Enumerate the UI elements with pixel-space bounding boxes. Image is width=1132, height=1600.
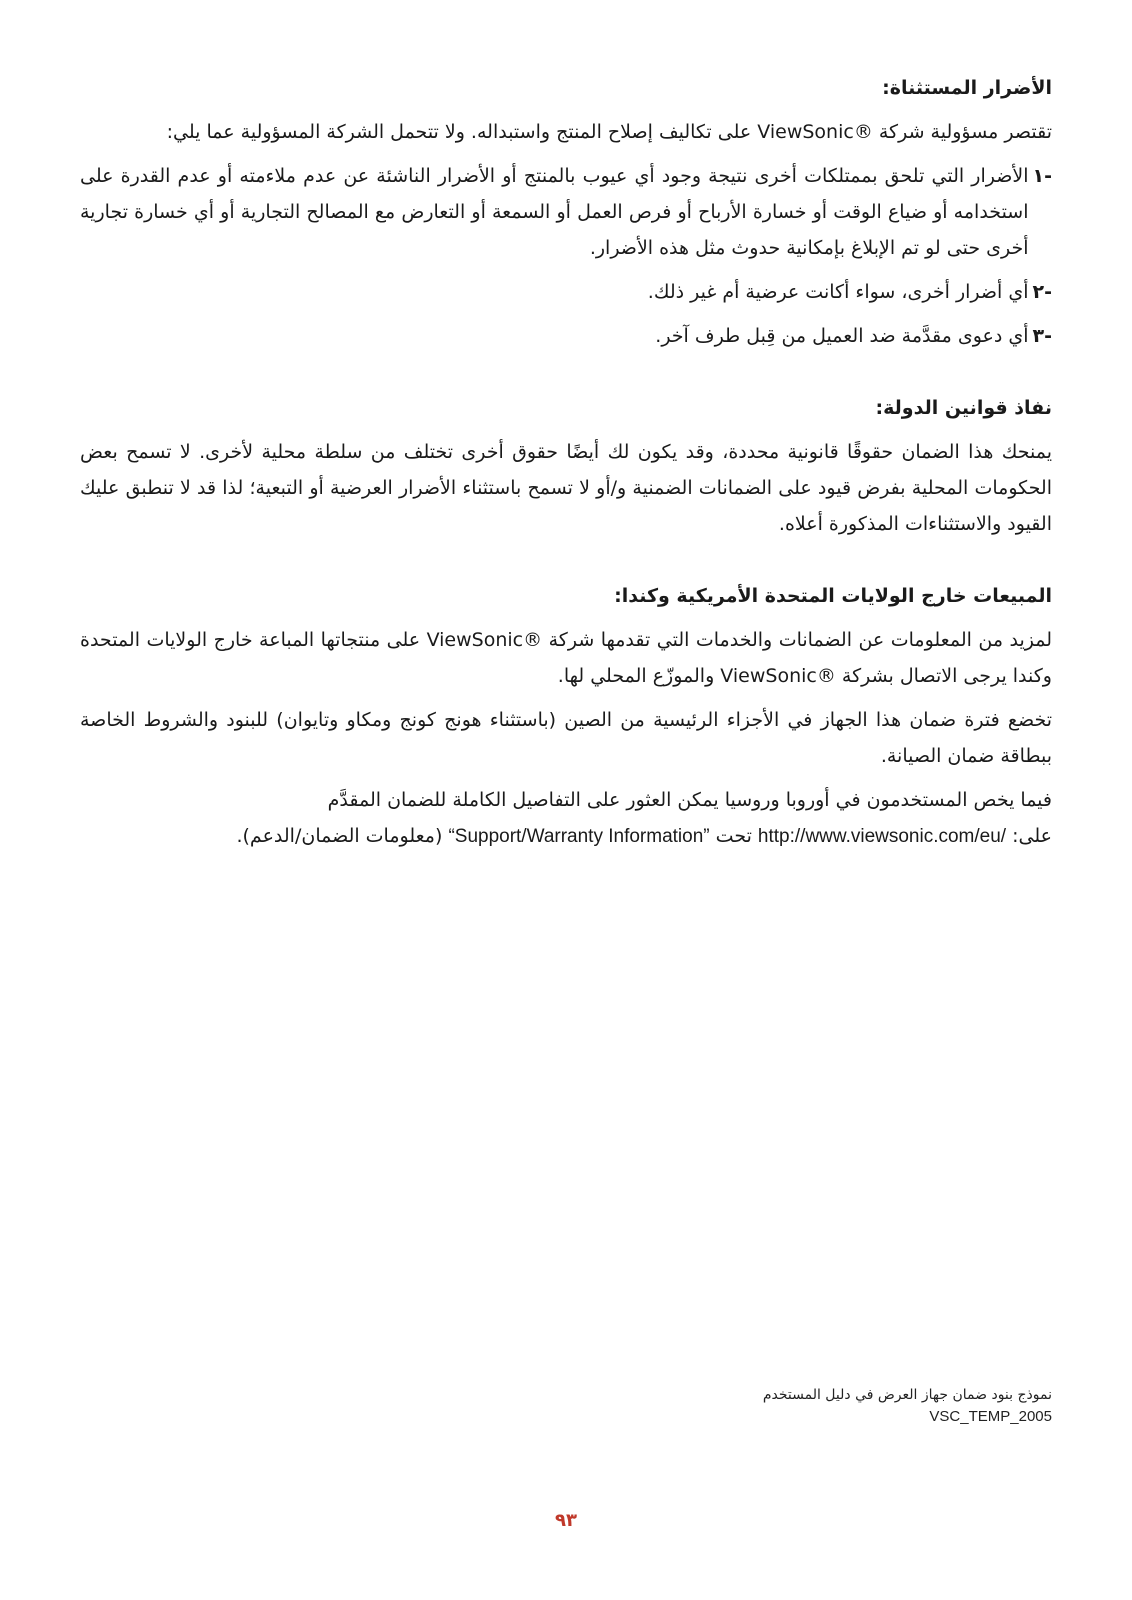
page-number: ٩٣ (555, 1510, 577, 1531)
europe-line: فيما يخص المستخدمون في أوروبا وروسيا يمكن العثور على التفاصيل الكاملة للضمان المقدَّم (327, 789, 1052, 811)
outside-us-paragraph-2: تخضع فترة ضمان هذا الجهاز في الأجزاء الرئيسية من الصين (باستثناء هونج كونج ومكاو وتايوان) للبنود والشروط الخاصة ببطاقة ضمان الصيانة. (80, 709, 1052, 767)
list-item-text: أي دعوى مقدَّمة ضد العميل من قِبل طرف آخر. (655, 325, 1029, 347)
support-section-name: “Support/Warranty Information” (448, 826, 710, 847)
outside-us-paragraph-3 (80, 782, 1052, 855)
excluded-damages-intro: تقتصر مسؤولية شركة ®ViewSonic على تكاليف إصلاح المنتج واستبداله. ولا تتحمل الشركة المسؤولية عما يلي: (166, 121, 1052, 143)
list-item-number: -١ (1032, 165, 1052, 187)
list-item-text: أي أضرار أخرى، سواء أكانت عرضية أم غير ذلك. (647, 281, 1029, 303)
on-label: على: (1012, 825, 1052, 847)
document-footer (763, 1384, 1052, 1428)
excluded-damages-heading: الأضرار المستثناة: (882, 77, 1052, 99)
eu-warranty-link[interactable]: http://www.viewsonic.com/eu/ (757, 826, 1007, 847)
footer-title: نموذج بنود ضمان جهاز العرض في دليل المستخدم (762, 1387, 1052, 1403)
outside-us-paragraph-1: لمزيد من المعلومات عن الضمانات والخدمات التي تقدمها شركة ®ViewSonic على منتجاتها المباعة خارج الولايات المتحدة وكندا يرجى الاتصال بشركة ®ViewSonic والموزّع المحلي لها. (80, 629, 1053, 687)
footer-code: VSC_TEMP_2005 (929, 1408, 1052, 1425)
list-item (80, 318, 1052, 354)
under-label: تحت (715, 825, 752, 847)
warranty-support-label: (معلومات الضمان/الدعم). (236, 825, 443, 847)
list-item-number: -٣ (1032, 325, 1052, 347)
list-item (80, 274, 1052, 310)
outside-us-heading: المبيعات خارج الولايات المتحدة الأمريكية وكندا: (614, 585, 1052, 607)
state-law-heading: نفاذ قوانين الدولة: (875, 397, 1052, 419)
list-item-number: -٢ (1032, 281, 1052, 303)
list-item (80, 158, 1052, 266)
state-law-text: يمنحك هذا الضمان حقوقًا قانونية محددة، وقد يكون لك أيضًا حقوق أخرى تختلف من سلطة محلية لأخرى. لا تسمح بعض الحكومات المحلية بفرض قيود على الضمانات الضمنية و/أو لا تسمح باستثناء الأضرار العرضية أو التبعية؛ لذا قد لا تنطبق عليك القيود والاستثناءات المذكورة أعلاه. (80, 441, 1052, 535)
list-item-text: الأضرار التي تلحق بممتلكات أخرى نتيجة وجود أي عيوب بالمنتج أو الأضرار الناشئة عن عدم ملاءمته أو عدم القدرة على استخدامه أو ضياع الوقت أو خسارة الأرباح أو فرص العمل أو السمعة أو التعارض مع المصالح التجارية أو أي خسارة تجارية أخرى حتى لو تم الإبلاغ بإمكانية حدوث مثل هذه الأضرار. (80, 165, 1029, 259)
page-content (80, 74, 1052, 855)
